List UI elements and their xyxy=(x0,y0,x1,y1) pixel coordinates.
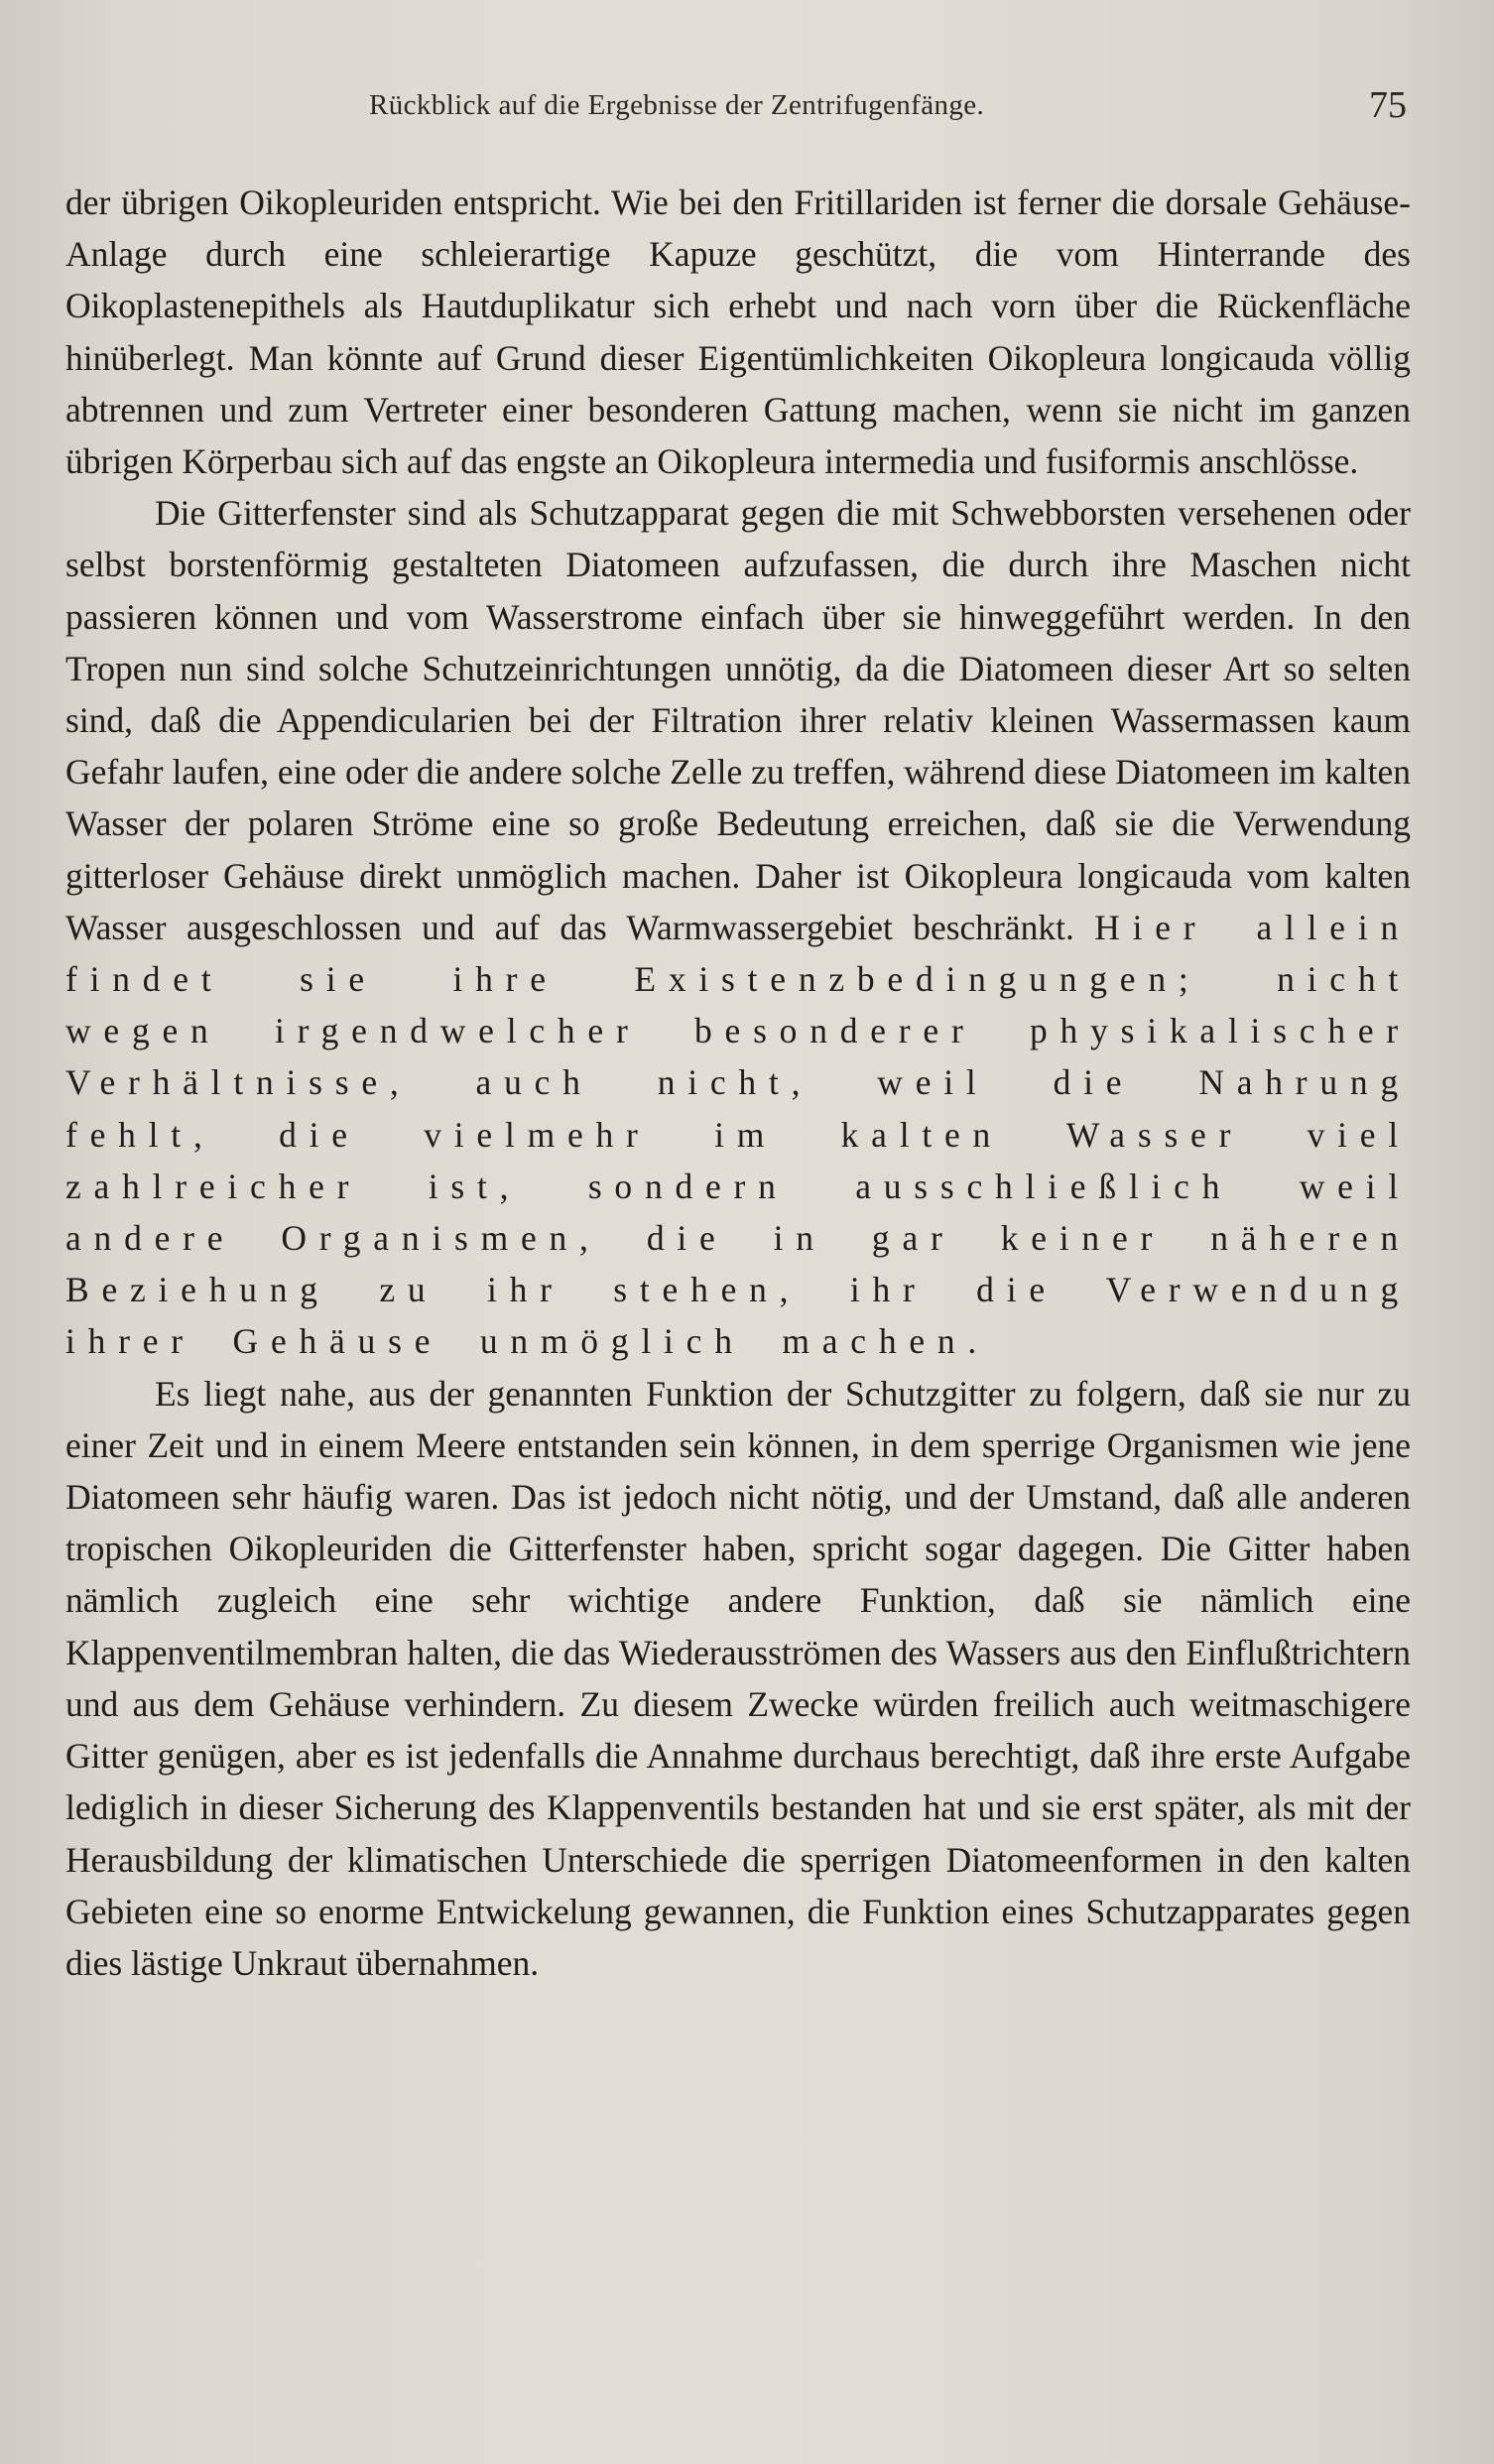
paragraph-2-text: Die Gitterfenster sind als Schutzapparat gegen die mit Schwebborsten versehenen oder selbst borstenförmig gestalteten Diatomeen aufzufassen, die durch ihre Maschen nicht passieren können und vom Wasserstrome einfach über sie hinweggeführt werden. In den Tropen nun sind solche Schutzeinrichtungen unnötig, da die Diatomeen dieser Art so selten sind, daß die Appendicularien bei der Filtration ihrer relativ kleinen Wassermassen kaum Gefahr laufen, eine oder die andere solche Zelle zu treffen, während diese Diatomeen im kalten Wasser der polaren Ströme eine so große Bedeutung erreichen, daß sie die Verwendung gitterloser Gehäuse direkt unmöglich machen. Daher ist Oikopleura longicauda vom kalten Wasser ausgeschlossen und auf das Warmwassergebiet beschränkt. xyxy=(65,493,1411,947)
page-number: 75 xyxy=(1369,84,1407,126)
paragraph-1-text: der übrigen Oikopleuriden entspricht. Wie bei den Fritillariden ist ferner die dorsale Gehäuse-Anlage durch eine schleierartige Kapuze geschützt, die vom Hinterrande des Oikoplastenepithels als Hautduplikatur sich erhebt und nach vorn über die Rückenfläche hinüberlegt. Man könnte auf Grund dieser Eigentümlichkeiten Oikopleura longicauda völlig abtrennen und zum Vertreter einer besonderen Gattung machen, wenn sie nicht im ganzen übrigen Körperbau sich auf das engste an Oikopleura intermedia und fusiformis anschlösse. xyxy=(65,183,1411,482)
body-text xyxy=(65,177,1411,1989)
page-header xyxy=(0,83,1494,143)
paragraph-1 xyxy=(65,177,1411,487)
paragraph-2-spaced-emphasis: Hier allein findet sie ihre Existenzbedingungen; nicht wegen irgendwelcher besonderer physikalischer Verhältnisse, auch nicht, weil die Nahrung fehlt, die vielmehr im kalten Wasser viel zahlreicher ist, sondern ausschließlich weil andere Organismen, die in gar keiner näheren Beziehung zu ihr stehen, ihr die Verwendung ihrer Gehäuse unmöglich machen. xyxy=(65,907,1411,1362)
paragraph-2 xyxy=(65,487,1411,1367)
paragraph-3 xyxy=(65,1368,1411,1989)
paragraph-3-text: Es liegt nahe, aus der genannten Funktion der Schutzgitter zu folgern, daß sie nur zu einer Zeit und in einem Meere entstanden sein können, in dem sperrige Organismen wie jene Diatomeen sehr häufig waren. Das ist jedoch nicht nötig, und der Umstand, daß alle anderen tropischen Oikopleuriden die Gitterfenster haben, spricht sogar dagegen. Die Gitter haben nämlich zugleich eine sehr wichtige andere Funktion, daß sie nämlich eine Klappenventilmembran halten, die das Wiederausströmen des Wassers aus den Einflußtrichtern und aus dem Gehäuse verhindern. Zu diesem Zwecke würden freilich auch weitmaschigere Gitter genügen, aber es ist jedenfalls die Annahme durchaus berechtigt, daß ihre erste Aufgabe lediglich in dieser Sicherung des Klappenventils bestanden hat und sie erst später, als mit der Herausbildung der klimatischen Unterschiede die sperrigen Diatomeenformen in den kalten Gebieten eine so enorme Entwickelung gewannen, die Funktion eines Schutzapparates gegen dies lästige Unkraut übernahmen. xyxy=(65,1373,1411,1983)
running-head: Rückblick auf die Ergebnisse der Zentrifugenfänge. xyxy=(369,89,985,121)
